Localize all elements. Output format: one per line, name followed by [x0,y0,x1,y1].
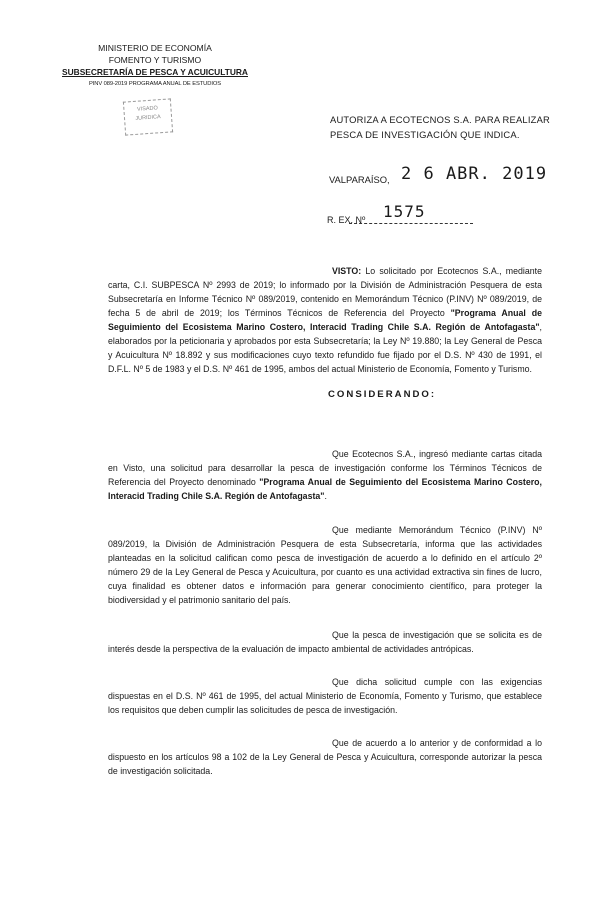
visto-label: VISTO: [332,266,362,276]
considerando-4: Que dicha solicitud cumple con las exigencias dispuestas en el D.S. Nº 461 de 1995, del actual Ministerio de Economía, Fomento y Turismo, que establece los requisitos que deben cumplir las solicitudes de pesca de investigación. [108,677,542,715]
considerando-2: Que mediante Memorándum Técnico (P.INV) Nº 089/2019, la División de Administración Pesquera de esta Subsecretaría, informa que las actividades planteadas en la solicitud califican como pesca de investigación de acuerdo a lo definido en el artículo 2º número 29 de la Ley General de Pesca y Acuicultura, por cuanto es una actividad extractiva sin fines de lucro, cuya finalidad es obtener datos e información para generar conocimiento científico, para proteger la biodiversidad y el patrimonio sanitario del país. [108,525,542,605]
visto-text-a: Lo solicitado por Ecotecnos S.A., mediante carta, C.I. SUBPESCA Nº 2993 de 2019; lo informado por la División de Administración Pesquera de esta Subsecretaría en Informe Técnico Nº 089/2019, contenido en Memorándum Técnico (P.INV) Nº 089/2019, de fecha 5 de abril de 2019; los Términos Técnicos de Referencia del Proyecto [108,266,542,318]
visto-text-b: , elaborados por la peticionaria y aprobados por esta Subsecretaría; la Ley Nº 19.880; la Ley General de Pesca y Acuicultura Nº 18.892 y sus modificaciones cuyo texto refundido fue fijado por el D.S. Nº 430 de 1991, el D.F.L. Nº 5 de 1983 y el D.S. Nº 461 de 1995, ambos del actual Ministerio de Economía, Fomento y Turismo. [108,322,542,374]
stamp-line-1: VISADO [136,105,159,113]
considerando-1 [108,447,542,503]
stamp-line-2: JURIDICA [135,114,161,122]
c1-text-b: . [324,491,327,501]
considerando-heading: CONSIDERANDO: [328,389,437,400]
date-stamp: 2 6 ABR. 2019 [401,164,548,184]
visado-stamp [123,98,173,135]
letterhead-subsecretaria: SUBSECRETARÍA DE PESCA Y ACUICULTURA [62,67,248,77]
document-subject: AUTORIZA A ECOTECNOS S.A. PARA REALIZAR PESCA DE INVESTIGACIÓN QUE INDICA. [330,114,551,140]
resolution-label: R. EX. Nº [327,215,366,225]
considerando-3: Que la pesca de investigación que se solicita es de interés desde la perspectiva de la evaluación de impacto ambiental de actividades antrópicas. [108,630,542,654]
place: VALPARAÍSO, [329,174,390,185]
visto-paragraph [108,264,542,376]
letterhead [60,42,250,90]
letterhead-ministry-sub: FOMENTO Y TURISMO [108,55,202,65]
c1-project-name: "Programa Anual de Seguimiento del Ecosistema Marino Costero, Interacid Trading Chile S.A. Región de Antofagasta" [108,477,542,501]
resolution-number: 1575 [383,202,426,221]
letterhead-reference: PINV 089-2019 PROGRAMA ANUAL DE ESTUDIOS [88,81,222,87]
c1-text-a: Que Ecotecnos S.A., ingresó mediante cartas citada en Visto, una solicitud para desarrollar la pesca de investigación conforme los Términos Técnicos de Referencia del Proyecto denominado [108,449,542,487]
letterhead-ministry: MINISTERIO DE ECONOMÍA [98,43,212,53]
visto-project-name: "Programa Anual de Seguimiento del Ecosistema Marino Costero, Interacid Trading Chile S.A. Región de Antofagasta" [108,308,542,332]
resolution-number-line [349,223,473,224]
considerando-5: Que de acuerdo a lo anterior y de conformidad a lo dispuesto en los artículos 98 a 102 de la Ley General de Pesca y Acuicultura, corresponde autorizar la pesca de investigación solicitada. [108,738,542,776]
